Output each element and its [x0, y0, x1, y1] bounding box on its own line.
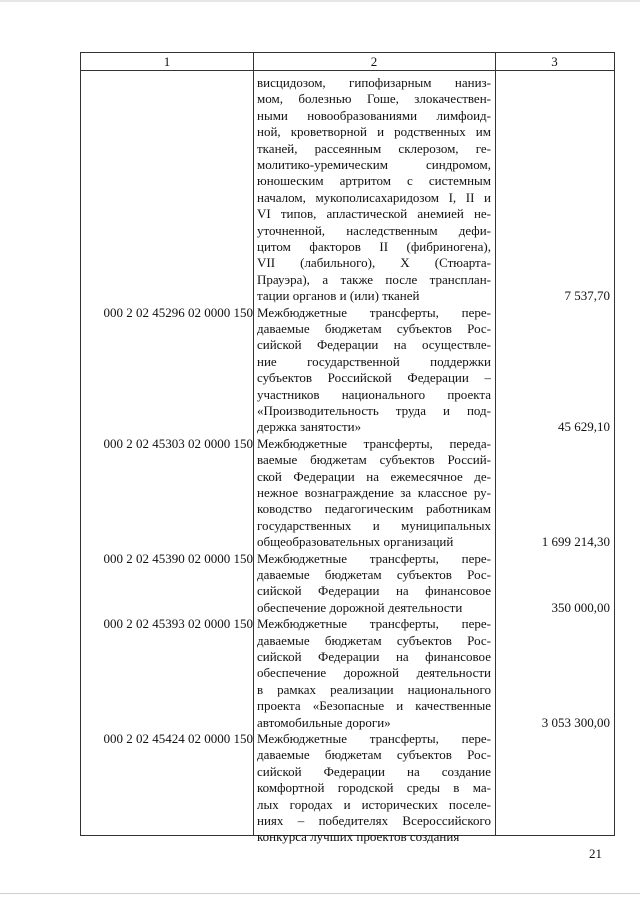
description-line: молитико-уремическим синдромом,	[257, 156, 491, 172]
column-divider-1	[253, 53, 254, 835]
description-line: тканей, рассеянным склерозом, ге-	[257, 140, 491, 156]
column-divider-2	[495, 53, 496, 835]
description-line: сийской Федерации на осуществле-	[257, 337, 491, 353]
description-line: VII (лабильного), X (Стюарта-	[257, 255, 491, 271]
description-line: Межбюджетные трансферты, пере-	[257, 550, 491, 566]
description-line: даваемые бюджетам субъектов Рос-	[257, 632, 491, 648]
row-description	[257, 551, 491, 617]
description-line: даваемые бюджетам субъектов Рос-	[257, 747, 491, 763]
row-amount: 7 537,70	[564, 288, 610, 304]
row-amount: 45 629,10	[558, 419, 610, 435]
description-line: обеспечение дорожной деятельности	[257, 599, 463, 615]
description-line: Межбюджетные трансферты, пере-	[257, 304, 491, 320]
description-line: юношеским артритом с системным	[257, 173, 491, 189]
row-description	[257, 731, 491, 846]
description-line: сийской Федерации на создание	[257, 763, 491, 779]
description-line: в рамках реализации национального	[257, 681, 491, 697]
header-divider	[81, 70, 614, 71]
description-line: тации органов и (или) тканей	[257, 288, 420, 304]
description-line: государственных и муниципальных	[257, 517, 491, 533]
description-line: уточненной, наследственным дефи-	[257, 222, 491, 238]
description-line: держка занятости»	[257, 419, 362, 435]
description-line: общеобразовательных организаций	[257, 534, 454, 550]
description-line: висцидозом, гипофизарным наниз-	[257, 75, 491, 90]
description-line: ководство педагогическим работникам	[257, 501, 491, 517]
description-line: ние государственной поддержки	[257, 353, 491, 369]
description-line: ной, кроветворной и родственных им	[257, 124, 491, 140]
row-description	[257, 305, 491, 436]
description-line: ными новообразованиями лимфоид-	[257, 107, 491, 123]
description-line: обеспечение дорожной деятельности	[257, 665, 491, 681]
description-line: сийской Федерации на финансовое	[257, 648, 491, 664]
description-line: Межбюджетные трансферты, переда-	[257, 435, 491, 451]
description-line: конкурса лучших проектов создания	[257, 829, 460, 845]
description-line: Прауэра), а также после трансплан-	[257, 271, 491, 287]
description-line: автомобильные дороги»	[257, 714, 391, 730]
description-line: комфортной городской среды в ма-	[257, 780, 491, 796]
row-amount: 1 699 214,30	[541, 534, 610, 550]
description-line: даваемые бюджетам субъектов Рос-	[257, 566, 491, 582]
description-line: Межбюджетные трансферты, пере-	[257, 731, 491, 746]
page-number: 21	[589, 846, 602, 861]
row-amount: 3 053 300,00	[541, 714, 610, 730]
top-edge	[0, 0, 640, 2]
row-code: 000 2 02 45393 02 0000 150	[103, 616, 253, 632]
description-line: ваемые бюджетам субъектов Россий-	[257, 452, 491, 468]
row-description	[257, 616, 491, 731]
description-line: участников национального проекта	[257, 386, 491, 402]
description-line: ской Федерации на ежемесячное де-	[257, 468, 491, 484]
row-description	[257, 436, 491, 551]
bottom-edge	[0, 893, 640, 894]
description-line: мом, болезнью Гоше, злокачествен-	[257, 91, 491, 107]
description-line: цитом факторов II (фибриногена),	[257, 238, 491, 254]
description-line: сийской Федерации на финансовое	[257, 583, 491, 599]
column-header-3: 3	[551, 54, 558, 69]
description-line: VI типов, апластической анемией не-	[257, 206, 491, 222]
description-line: субъектов Российской Федерации –	[257, 370, 491, 386]
budget-table	[80, 52, 615, 845]
row-code: 000 2 02 45296 02 0000 150	[103, 304, 253, 320]
description-line: проекта «Безопасные и качественные	[257, 698, 491, 714]
description-line: ниях – победителях Всероссийского	[257, 812, 491, 828]
column-header-1: 1	[163, 54, 171, 69]
row-code: 000 2 02 45303 02 0000 150	[103, 435, 253, 451]
description-line: Межбюджетные трансферты, пере-	[257, 616, 491, 632]
row-code: 000 2 02 45424 02 0000 150	[103, 731, 253, 746]
description-line: даваемые бюджетам субъектов Рос-	[257, 320, 491, 336]
description-line: нежное вознаграждение за классное ру-	[257, 484, 491, 500]
description-line: лых городах и исторических поселе-	[257, 796, 491, 812]
row-description	[257, 75, 491, 304]
row-code: 000 2 02 45390 02 0000 150	[103, 550, 253, 566]
description-line: началом, мукополисахаридозом I, II и	[257, 189, 491, 205]
column-header-2: 2	[370, 54, 378, 69]
row-amount: 350 000,00	[551, 599, 610, 615]
description-line: «Производительность труда и под-	[257, 402, 491, 418]
